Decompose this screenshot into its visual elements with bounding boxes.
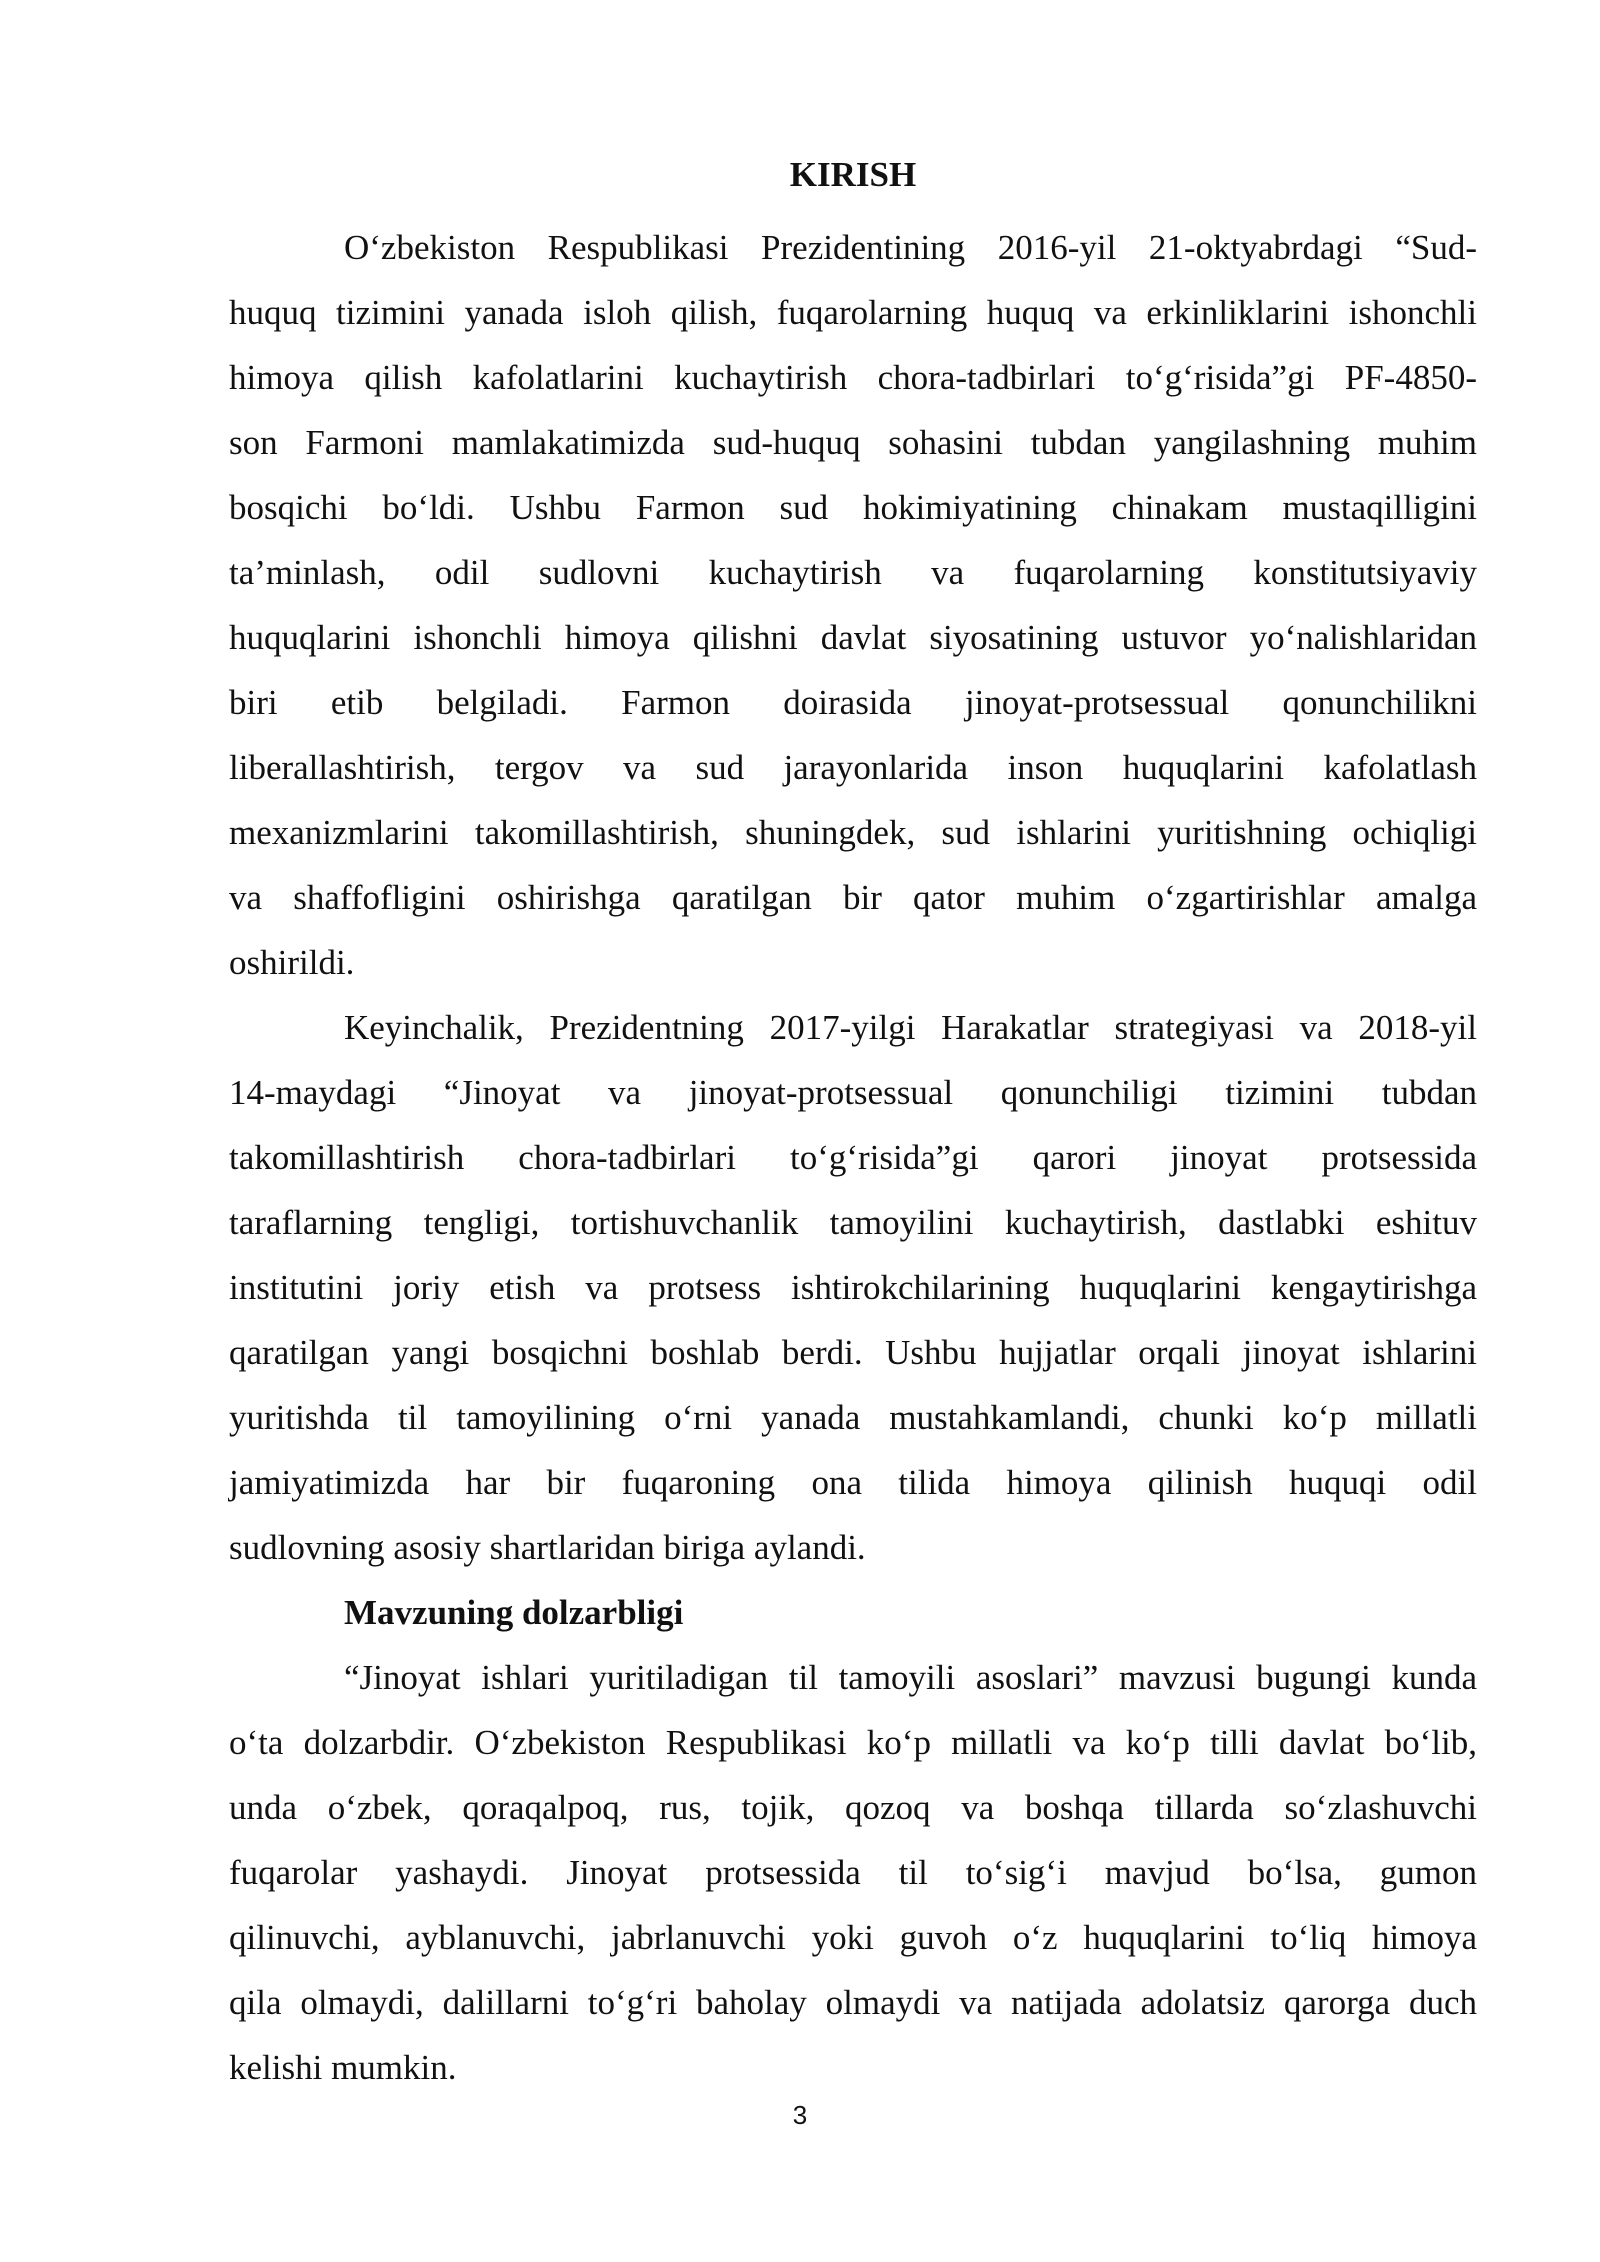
paragraph-line: institutini joriy etish va protsess ishtirokchilarining huquqlarini kengaytirishga (229, 1268, 1477, 1307)
paragraph-line: himoya qilish kafolatlarini kuchaytirish chora-tadbirlari to‘g‘risida”gi PF-4850- (229, 358, 1477, 397)
paragraph-line: biri etib belgiladi. Farmon doirasida jinoyat-protsessual qonunchilikni (229, 683, 1477, 722)
paragraph-line: qila olmaydi, dalillarni to‘g‘ri baholay olmaydi va natijada adolatsiz qarorga duch (229, 1983, 1477, 2022)
paragraph-line: liberallashtirish, tergov va sud jarayonlarida inson huquqlarini kafolatlash (229, 748, 1477, 787)
paragraph-line: Keyinchalik, Prezidentning 2017-yilgi Harakatlar strategiyasi va 2018-yil (344, 1008, 1477, 1047)
paragraph-line: mexanizmlarini takomillashtirish, shuningdek, sud ishlarini yuritishning ochiqligi (229, 813, 1477, 852)
paragraph-line: sudlovning asosiy shartlaridan biriga aylandi. (229, 1528, 866, 1567)
paragraph-line: oshirildi. (229, 943, 355, 982)
paragraph-line: bosqichi bo‘ldi. Ushbu Farmon sud hokimiyatining chinakam mustaqilligini (229, 488, 1477, 527)
paragraph-line: jamiyatimizda har bir fuqaroning ona tilida himoya qilinish huquqi odil (229, 1463, 1477, 1502)
paragraph-line: O‘zbekiston Respublikasi Prezidentining 2016-yil 21-oktyabrdagi “Sud- (344, 228, 1477, 267)
paragraph-line: 14-maydagi “Jinoyat va jinoyat-protsessual qonunchiligi tizimini tubdan (229, 1073, 1477, 1112)
document-title: KIRISH (789, 155, 917, 194)
paragraph-line: huquqlarini ishonchli himoya qilishni davlat siyosatining ustuvor yo‘nalishlaridan (229, 618, 1477, 657)
paragraph-line: kelishi mumkin. (229, 2048, 457, 2087)
paragraph-line: takomillashtirish chora-tadbirlari to‘g‘risida”gi qarori jinoyat protsessida (229, 1138, 1477, 1177)
section-heading: Mavzuning dolzarbligi (344, 1593, 684, 1632)
paragraph-line: qilinuvchi, ayblanuvchi, jabrlanuvchi yoki guvoh o‘z huquqlarini to‘liq himoya (229, 1918, 1477, 1957)
paragraph-line: “Jinoyat ishlari yuritiladigan til tamoyili asoslari” mavzusi bugungi kunda (344, 1658, 1477, 1697)
document-page (229, 150, 1477, 2100)
paragraph-2 (229, 995, 1477, 1580)
paragraph-line: qaratilgan yangi bosqichni boshlab berdi. Ushbu hujjatlar orqali jinoyat ishlarini (229, 1333, 1477, 1372)
paragraph-line: yuritishda til tamoyilining o‘rni yanada mustahkamlandi, chunki ko‘p millatli (229, 1398, 1477, 1437)
paragraph-line: huquq tizimini yanada isloh qilish, fuqarolarning huquq va erkinliklarini ishonchli (229, 293, 1477, 332)
paragraph-line: ta’minlash, odil sudlovni kuchaytirish va fuqarolarning konstitutsiyaviy (229, 553, 1477, 592)
paragraph-line: va shaffofligini oshirishga qaratilgan bir qator muhim o‘zgartirishlar amalga (229, 878, 1477, 917)
paragraph-line: unda o‘zbek, qoraqalpoq, rus, tojik, qozoq va boshqa tillarda so‘zlashuvchi (229, 1788, 1477, 1827)
paragraph-line: fuqarolar yashaydi. Jinoyat protsessida til to‘sig‘i mavjud bo‘lsa, gumon (229, 1853, 1477, 1892)
paragraph-line: o‘ta dolzarbdir. O‘zbekiston Respublikasi ko‘p millatli va ko‘p tilli davlat bo‘lib, (229, 1723, 1477, 1762)
paragraph-line: son Farmoni mamlakatimizda sud-huquq sohasini tubdan yangilashning muhim (229, 423, 1477, 462)
paragraph-line: taraflarning tengligi, tortishuvchanlik tamoyilini kuchaytirish, dastlabki eshituv (229, 1203, 1477, 1242)
page-number: 3 (792, 2100, 808, 2130)
paragraph-1 (229, 215, 1477, 995)
paragraph-3 (229, 1645, 1477, 2100)
